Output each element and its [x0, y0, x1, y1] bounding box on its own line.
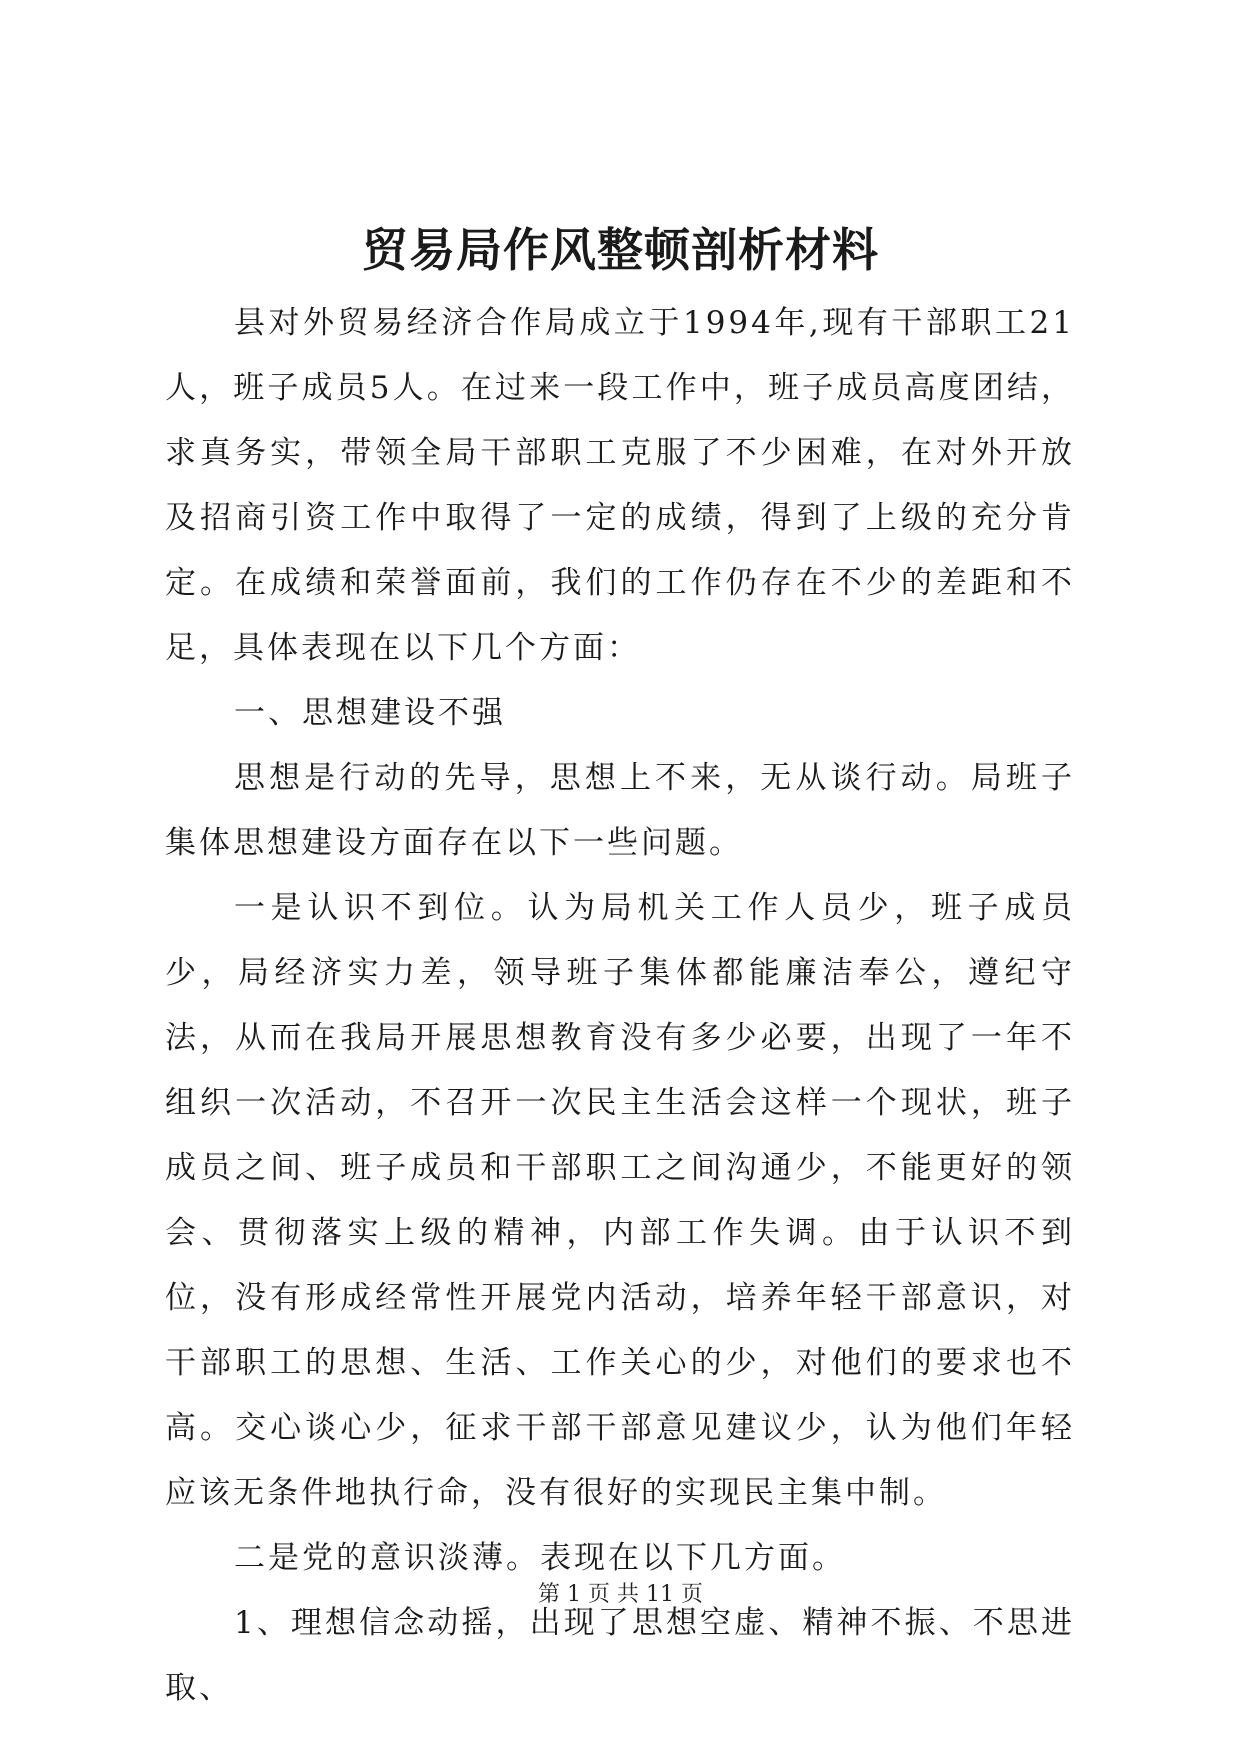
page-number-footer: 第 1 页 共 11 页: [538, 1582, 703, 1607]
section-heading-1: 一、思想建设不强: [234, 695, 506, 731]
paragraph-point-2: 二是党的意识淡薄。表现在以下几方面。: [234, 1540, 846, 1576]
paragraph-intro: 县对外贸易经济合作局成立于1994年,现有干部职工21人，班子成员5人。在过来一段工作中，班子成员高度团结，求真务实，带领全局干部职工克服了不少困难，在对外开放及招商引资工作中取得了一定的成绩，得到了上级的充分肯定。在成绩和荣誉面前，我们的工作仍存在不少的差距和不足，具体表现在以下几个方面：: [165, 305, 1075, 666]
paragraph-section-1-intro: 思想是行动的先导，思想上不来，无从谈行动。局班子集体思想建设方面存在以下一些问题。: [165, 760, 1075, 861]
document-title: 贸易局作风整顿剖析材料: [362, 223, 879, 277]
paragraph-subpoint-1: 1、理想信念动摇，出现了思想空虚、精神不振、不思进取、: [165, 1605, 1075, 1706]
paragraph-point-1: 一是认识不到位。认为局机关工作人员少，班子成员少，局经济实力差，领导班子集体都能廉洁奉公，遵纪守法，从而在我局开展思想教育没有多少必要，出现了一年不组织一次活动，不召开一次民主生活会这样一个现状，班子成员之间、班子成员和干部职工之间沟通少，不能更好的领会、贯彻落实上级的精神，内部工作失调。由于认识不到位，没有形成经常性开展党内活动，培养年轻干部意识，对干部职工的思想、生活、工作关心的少，对他们的要求也不高。交心谈心少，征求干部干部意见建议少，认为他们年轻应该无条件地执行命，没有很好的实现民主集中制。: [165, 890, 1075, 1511]
document-body: [165, 291, 1075, 1721]
